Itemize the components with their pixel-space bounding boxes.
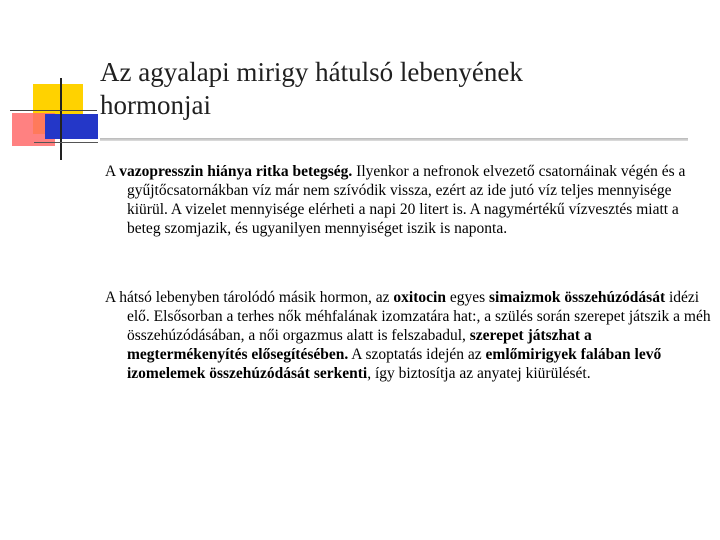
title-divider bbox=[100, 138, 688, 141]
p2-bold-3: szerepet játszhat a megtermékenyítés elősegítésében. bbox=[127, 327, 592, 363]
p2-text-4: A szoptatás idején az bbox=[348, 346, 486, 363]
title-line-1: Az agyalapi mirigy hátulsó lebenyének bbox=[100, 57, 523, 87]
p1-text-1: A bbox=[105, 163, 120, 180]
paragraph-vasopressin bbox=[105, 162, 715, 238]
p2-bold-2: simaizmok összehúzódását bbox=[489, 289, 666, 306]
p2-text-5: , így biztosítja az anyatej kiürülését. bbox=[367, 365, 591, 382]
decor-blue-square bbox=[45, 114, 98, 139]
slide-title bbox=[100, 56, 700, 122]
paragraph-oxytocin bbox=[105, 288, 715, 383]
p2-bold-4: emlőmirigyek falában levő izomelemek összehúzódását serkenti bbox=[127, 346, 662, 382]
p2-bold-1: oxitocin bbox=[393, 289, 446, 306]
p2-text-1: A hátsó lebenyben tárolódó másik hormon, az bbox=[105, 289, 394, 306]
decor-vertical-line bbox=[60, 78, 62, 160]
decor-horizontal-line-lower bbox=[34, 142, 98, 143]
p1-bold-1: vazopresszin hiánya ritka betegség. bbox=[119, 163, 353, 180]
title-line-2: hormonjai bbox=[100, 90, 211, 120]
decor-horizontal-line bbox=[10, 110, 97, 111]
p2-text-2: egyes bbox=[445, 289, 489, 306]
p1-text-2: Ilyenkor a nefronok elvezető csatornáinak végén és a gyűjtőcsatornákban víz már nem szívódik vissza, ezért az ide jutó víz teljes mennyisége kiürül. A vizelet mennyisége elérheti a napi 20 litert is. A nagymértékű vízvesztés miatt a beteg szomjazik, és ugyanilyen mennyiséget iszik is naponta. bbox=[127, 163, 686, 237]
p2-text-3: idézi elő. Elsősorban a terhes nők méhfalának izomzatára hat:, a szülés során szerepet játszik a méh összehúzódásában, a női orgazmus alatt is felszabadul, bbox=[127, 289, 711, 344]
